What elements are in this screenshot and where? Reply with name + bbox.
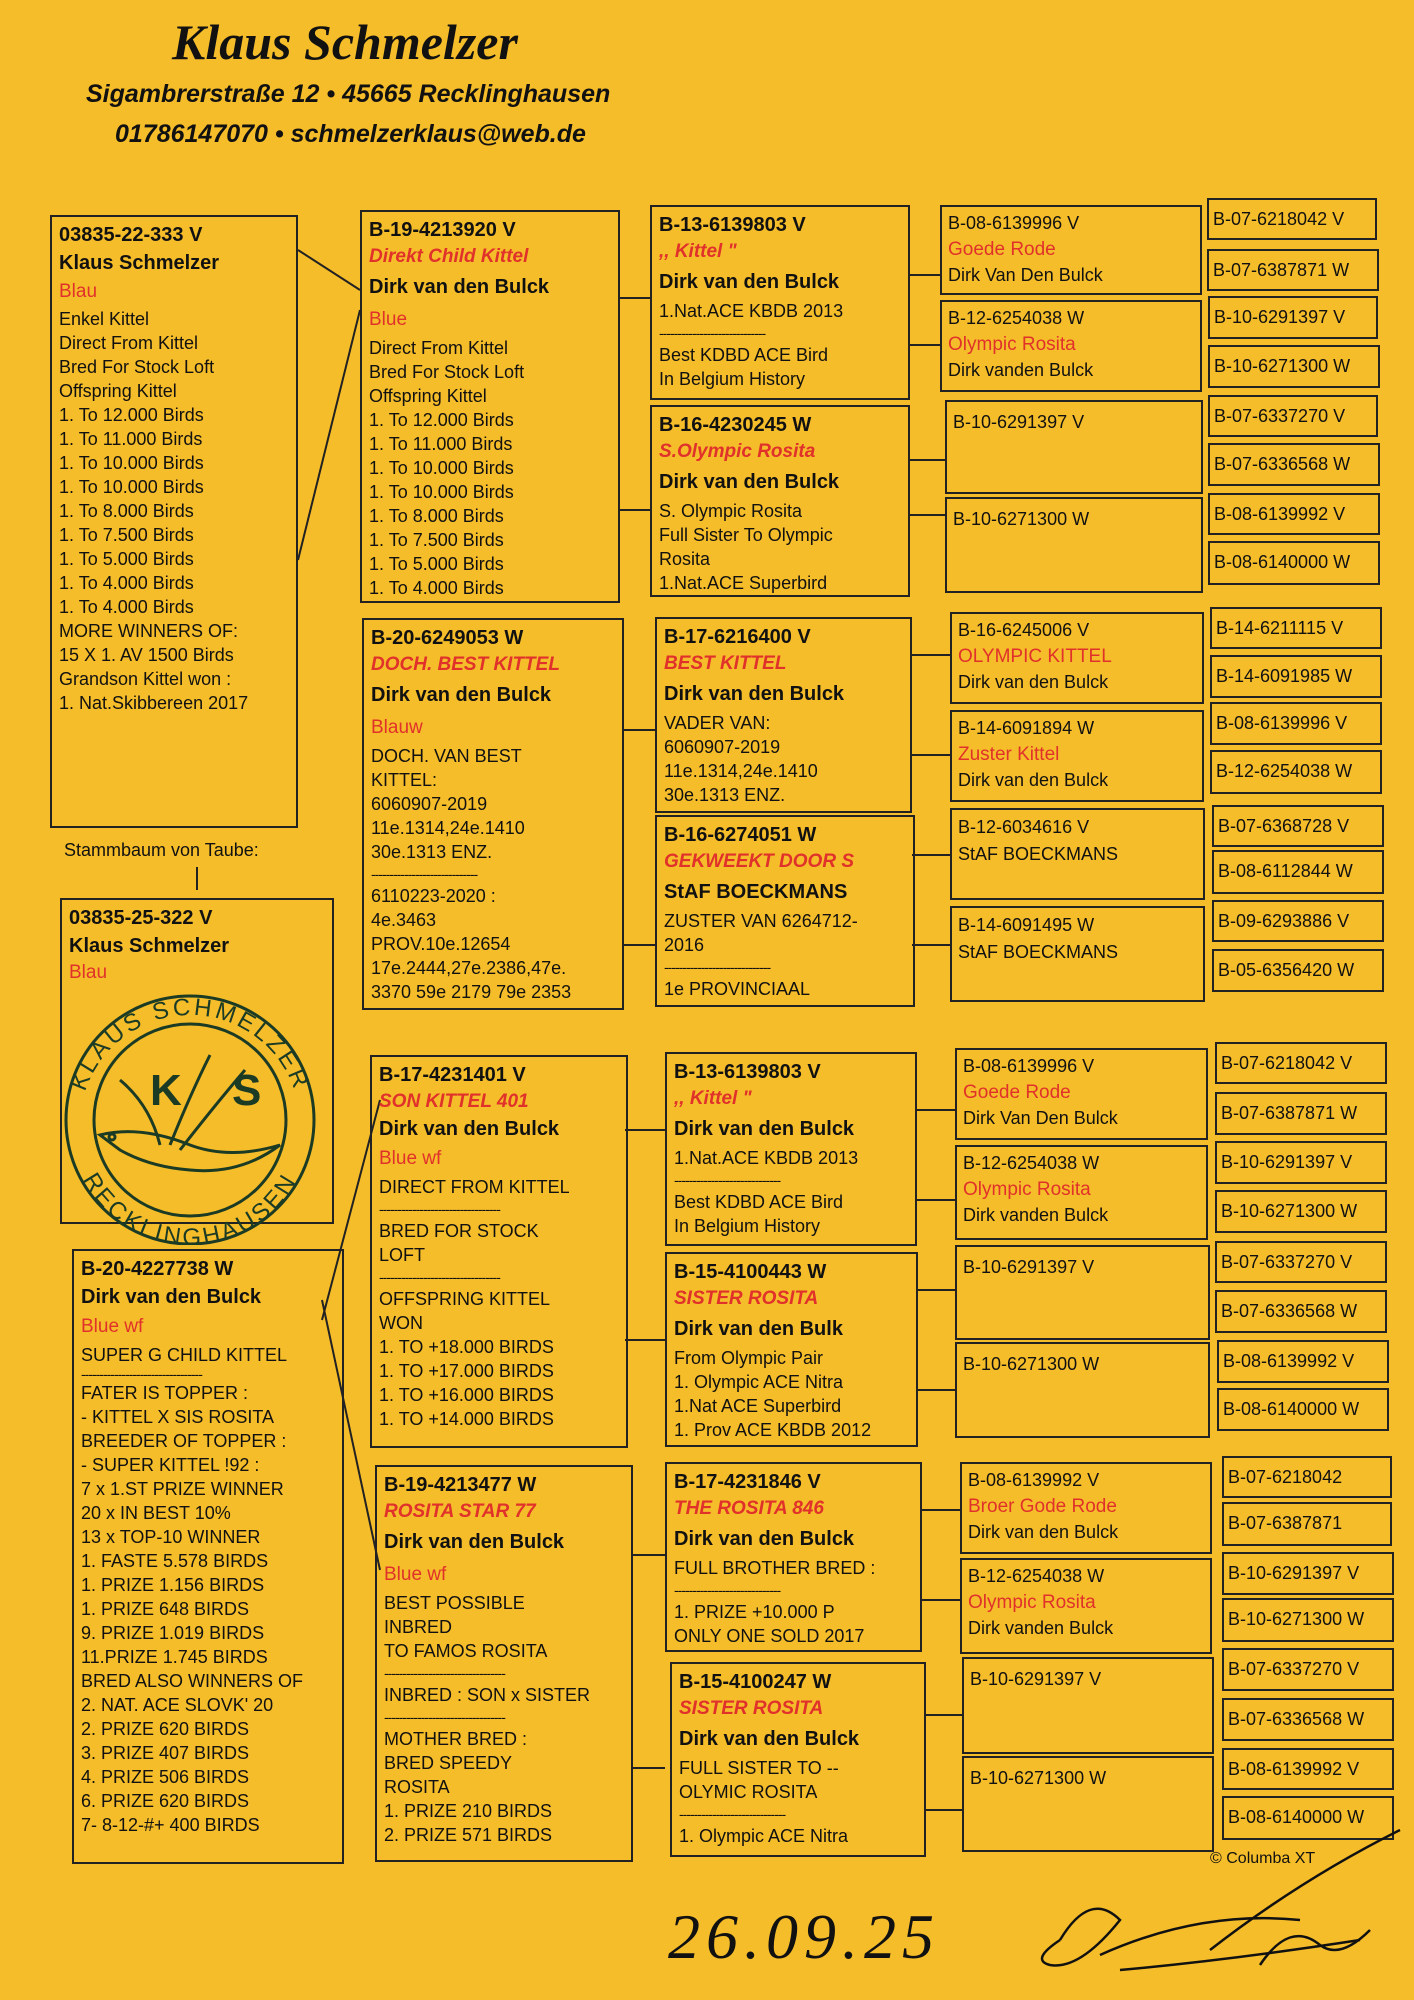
gen3-card-6	[665, 1252, 918, 1447]
note-line: 1. To 4.000 Birds	[59, 597, 194, 617]
note-line: Best KDBD ACE Bird	[674, 1192, 844, 1212]
ring-number: B-12-6254038 W	[968, 1566, 1105, 1586]
note-line: 1. To 4.000 Birds	[59, 573, 194, 593]
note-line: INBRED : SON x SISTER	[384, 1685, 591, 1705]
gen5-ring: B-10-6271300 W	[1215, 1190, 1387, 1233]
stamp-letter-s: S	[232, 1066, 262, 1115]
note-line: 1. To 8.000 Birds	[59, 501, 194, 521]
note-line: Best KDBD ACE Bird	[659, 345, 829, 365]
note-line: FATER IS TOPPER :	[81, 1383, 249, 1403]
note-line: ONLY ONE SOLD 2017	[674, 1626, 865, 1646]
note-line: Bred For Stock Loft	[369, 362, 525, 382]
ring-number: B-14-6091894 W	[958, 718, 1095, 738]
gen4-card-13	[960, 1462, 1212, 1554]
note-line: 1.Nat.ACE Superbird	[659, 573, 828, 593]
note-line: In Belgium History	[659, 369, 806, 389]
note-line: 1. PRIZE 1.156 BIRDS	[81, 1575, 265, 1595]
color: Blauw	[371, 717, 423, 738]
gen4-card-2	[940, 300, 1202, 392]
note-line: 3370 59e 2179 79e 2353	[371, 982, 572, 1002]
note-line: LOFT	[379, 1245, 426, 1265]
note-line: 13 x TOP-10 WINNER	[81, 1527, 261, 1547]
gen5-ring: B-10-6291397 V	[1208, 296, 1378, 339]
owner: Dirk Van Den Bulck	[948, 265, 1103, 285]
gen5-ring: B-08-6140000 W	[1222, 1796, 1394, 1840]
note-line: From Olympic Pair	[674, 1348, 824, 1368]
note-line: KITTEL:	[371, 770, 438, 790]
bird-name: SON KITTEL 401	[379, 1091, 529, 1112]
color: Blue wf	[384, 1564, 447, 1585]
note-line: 2016	[664, 935, 705, 955]
note-line: BRED FOR STOCK	[379, 1221, 539, 1241]
note-line: BREEDER OF TOPPER :	[81, 1431, 287, 1451]
stamp-bottom-text: RECKLINGHAUSEN	[77, 1168, 303, 1245]
breeder-stamp	[40, 985, 340, 1245]
owner: StAF BOECKMANS	[958, 942, 1119, 962]
gen5-ring: B-08-6139992 V	[1222, 1748, 1394, 1790]
ring-number: 03835-25-322 V	[69, 907, 213, 929]
owner: Dirk van den Bulck	[664, 683, 845, 705]
note-line: 1. Olympic ACE Nitra	[679, 1826, 849, 1846]
bird-name: OLYMPIC KITTEL	[958, 646, 1112, 667]
note-line: BRED SPEEDY	[384, 1753, 513, 1773]
color: Blue	[369, 309, 408, 330]
ring-number: B-10-6271300 W	[970, 1768, 1107, 1788]
owner: Dirk van den Bulck	[679, 1728, 860, 1750]
ring-number: B-12-6034616 V	[958, 817, 1090, 837]
gen5-ring: B-08-6139992 V	[1217, 1340, 1389, 1383]
gen5-ring: B-07-6387871	[1222, 1502, 1392, 1546]
note-line: 1.Nat ACE Superbird	[674, 1396, 842, 1416]
note-line: ROSITA	[384, 1777, 450, 1797]
color: Blue wf	[81, 1316, 144, 1337]
note-line: MORE WINNERS OF:	[59, 621, 238, 641]
bird-name: GEKWEEKT DOOR S	[664, 851, 855, 872]
separator: -----------------------------	[371, 866, 478, 882]
bird-name: BEST KITTEL	[664, 653, 787, 674]
gen5-ring: B-14-6091985 W	[1210, 655, 1382, 698]
ring-number: B-08-6139996 V	[948, 213, 1080, 233]
ring-number: B-10-6291397 V	[963, 1257, 1095, 1277]
owner: Klaus Schmelzer	[59, 252, 220, 274]
gen5-ring: B-10-6291397 V	[1215, 1141, 1387, 1184]
note-line: Rosita	[659, 549, 711, 569]
gen5-ring: B-07-6336568 W	[1215, 1290, 1387, 1333]
note-line: Enkel Kittel	[59, 309, 150, 329]
gen4-card-7	[950, 808, 1205, 900]
gen5-ring: B-08-6140000 W	[1208, 541, 1380, 585]
gen4-card-3	[945, 400, 1203, 494]
note-line: 1. Olympic ACE Nitra	[674, 1372, 844, 1392]
note-line: - SUPER KITTEL !92 :	[81, 1455, 260, 1475]
gen5-ring: B-07-6218042	[1222, 1456, 1392, 1498]
note-line: 1. To 10.000 Birds	[369, 482, 514, 502]
note-line: 1. To 8.000 Birds	[369, 506, 504, 526]
note-line: 11.PRIZE 1.745 BIRDS	[81, 1647, 268, 1667]
note-line: 20 x IN BEST 10%	[81, 1503, 231, 1523]
owner: Dirk van den Bulck	[659, 271, 840, 293]
gen4-card-4	[945, 497, 1203, 593]
note-line: 1. To 12.000 Birds	[369, 410, 514, 430]
color: Blau	[59, 281, 98, 302]
owner: Dirk van den Bulck	[384, 1531, 565, 1553]
ring-number: B-13-6139803 V	[659, 214, 806, 236]
gen4-card-10	[955, 1145, 1208, 1240]
note-line: MOTHER BRED :	[384, 1729, 528, 1749]
gen5-ring: B-10-6291397 V	[1222, 1552, 1394, 1595]
separator: ---------------------------------	[384, 1665, 505, 1681]
gen5-ring: B-14-6211115 V	[1210, 607, 1382, 649]
note-line: OFFSPRING KITTEL	[379, 1289, 551, 1309]
ring-number: B-15-4100247 W	[679, 1671, 832, 1693]
gen5-ring: B-12-6254038 W	[1210, 750, 1382, 794]
bird-name: Goede Rode	[948, 239, 1056, 260]
note-line: 7 x 1.ST PRIZE WINNER	[81, 1479, 284, 1499]
gen5-ring: B-07-6387871 W	[1207, 249, 1379, 291]
note-line: Bred For Stock Loft	[59, 357, 215, 377]
ring-number: B-19-4213920 V	[369, 219, 516, 241]
gen5-ring: B-07-6368728 V	[1212, 805, 1384, 847]
note-line: 1. To 7.500 Birds	[369, 530, 504, 550]
copyright: © Columba XT	[1210, 1850, 1316, 1867]
note-line: 2. PRIZE 620 BIRDS	[81, 1719, 250, 1739]
note-line: 1. To 10.000 Birds	[59, 477, 204, 497]
owner: Dirk van den Bulck	[674, 1118, 855, 1140]
note-line: 1. To 10.000 Birds	[59, 453, 204, 473]
handwritten-date: 26.09.25	[668, 1901, 940, 1972]
ring-number: B-16-4230245 W	[659, 414, 812, 436]
note-line: 1. To 7.500 Birds	[59, 525, 194, 545]
gen5-ring: B-07-6218042 V	[1207, 198, 1377, 240]
gen2-card-1	[360, 210, 620, 603]
bird-name: Direkt Child Kittel	[369, 246, 529, 267]
note-line: ZUSTER VAN 6264712-	[664, 911, 858, 931]
bird-name: SISTER ROSITA	[679, 1698, 824, 1719]
ring-number: B-08-6139996 V	[963, 1056, 1095, 1076]
owner: Dirk van den Bulck	[81, 1286, 262, 1308]
gen5-ring: B-07-6337270 V	[1208, 395, 1378, 437]
gen5-ring: B-07-6337270 V	[1215, 1241, 1387, 1283]
owner: Dirk van den Bulck	[958, 672, 1109, 692]
gen5-ring: B-10-6271300 W	[1222, 1598, 1394, 1642]
gen5-ring: B-09-6293886 V	[1212, 900, 1384, 942]
bird-name: Broer Gode Rode	[968, 1496, 1117, 1517]
note-line: Direct From Kittel	[59, 333, 199, 353]
note-line: SUPER G CHILD KITTEL	[81, 1345, 288, 1365]
gen5-ring: B-08-6139992 V	[1208, 493, 1380, 535]
owner: Dirk van den Bulck	[674, 1528, 855, 1550]
note-line: DOCH. VAN BEST	[371, 746, 522, 766]
ring-number: 03835-22-333 V	[59, 224, 203, 246]
note-line: 1. Nat.Skibbereen 2017	[59, 693, 249, 713]
ring-number: B-20-4227738 W	[81, 1258, 234, 1280]
gen2-card-4	[375, 1465, 633, 1862]
note-line: S. Olympic Rosita	[659, 501, 803, 521]
breeder-address: Sigambrerstraße 12 • 45665 Recklinghausen	[86, 80, 611, 108]
separator: ---------------------------------	[384, 1709, 505, 1725]
ring-number: B-10-6271300 W	[963, 1354, 1100, 1374]
gen5-ring: B-07-6218042 V	[1215, 1042, 1387, 1084]
note-line: OLYMIC ROSITA	[679, 1782, 818, 1802]
gen3-card-3	[655, 617, 912, 813]
note-line: 6060907-2019	[371, 794, 488, 814]
dam-card	[72, 1249, 344, 1864]
gen3-card-2	[650, 405, 910, 597]
owner: StAF BOECKMANS	[958, 844, 1119, 864]
note-line: Offspring Kittel	[369, 386, 487, 406]
separator: ---------------------------------	[379, 1201, 500, 1217]
breeder-name: Klaus Schmelzer	[172, 14, 518, 70]
gen2-card-2	[362, 618, 624, 1010]
note-line: Full Sister To Olympic	[659, 525, 833, 545]
note-line: 1. TO +17.000 BIRDS	[379, 1361, 554, 1381]
note-line: 1. To 10.000 Birds	[369, 458, 514, 478]
note-line: BEST POSSIBLE	[384, 1593, 525, 1613]
note-line: 1. TO +18.000 BIRDS	[379, 1337, 554, 1357]
ring-number: B-13-6139803 V	[674, 1061, 821, 1083]
note-line: 1.Nat.ACE KBDB 2013	[659, 301, 844, 321]
gen5-ring: B-08-6140000 W	[1217, 1388, 1389, 1431]
ring-number: B-16-6274051 W	[664, 824, 817, 846]
note-line: In Belgium History	[674, 1216, 821, 1236]
owner: Dirk vanden Bulck	[963, 1205, 1109, 1225]
note-line: 1. To 5.000 Birds	[59, 549, 194, 569]
ring-number: B-10-6271300 W	[953, 509, 1090, 529]
note-line: 30e.1313 ENZ.	[664, 785, 786, 805]
ring-number: B-12-6254038 W	[963, 1153, 1100, 1173]
gen5-ring: B-08-6112844 W	[1212, 850, 1384, 894]
owner: Dirk van den Bulck	[369, 276, 550, 298]
note-line: 17e.2444,27e.2386,47e.	[371, 958, 567, 978]
note-line: VADER VAN:	[664, 713, 771, 733]
bird-name: DOCH. BEST KITTEL	[371, 654, 560, 675]
separator: -----------------------------	[679, 1806, 786, 1822]
ring-number: B-17-4231846 V	[674, 1471, 821, 1493]
note-line: 1. To 5.000 Birds	[369, 554, 504, 574]
gen4-card-8	[950, 906, 1205, 1002]
ring-number: B-08-6139992 V	[968, 1470, 1100, 1490]
bird-name: Goede Rode	[963, 1082, 1071, 1103]
separator: -----------------------------	[659, 325, 766, 341]
note-line: Offspring Kittel	[59, 381, 177, 401]
gen3-card-4	[655, 815, 915, 1007]
gen4-card-14	[960, 1558, 1212, 1654]
gen5-ring: B-10-6271300 W	[1208, 345, 1380, 388]
note-line: 3. PRIZE 407 BIRDS	[81, 1743, 250, 1763]
note-line: 1. PRIZE +10.000 P	[674, 1602, 835, 1622]
owner: Dirk Van Den Bulck	[963, 1108, 1118, 1128]
note-line: 1. To 4.000 Birds	[369, 578, 504, 598]
gen4-card-1	[940, 205, 1202, 295]
note-line: 30e.1313 ENZ.	[371, 842, 493, 862]
note-line: 6110223-2020 :	[371, 886, 496, 906]
note-line: 4e.3463	[371, 910, 437, 930]
note-line: FULL BROTHER BRED :	[674, 1558, 876, 1578]
bird-name: THE ROSITA 846	[674, 1498, 824, 1519]
separator: -----------------------------	[674, 1582, 781, 1598]
ring-number: B-10-6291397 V	[970, 1669, 1102, 1689]
ring-number: B-10-6291397 V	[953, 412, 1085, 432]
note-line: BRED ALSO WINNERS OF	[81, 1671, 304, 1691]
owner: Dirk van den Bulck	[968, 1522, 1119, 1542]
note-line: PROV.10e.12654	[371, 934, 511, 954]
bird-name: Olympic Rosita	[968, 1592, 1096, 1613]
note-line: 1. To 11.000 Birds	[369, 434, 513, 454]
note-line: 7- 8-12-#+ 400 BIRDS	[81, 1815, 260, 1835]
gen4-card-11	[955, 1245, 1210, 1340]
note-line: 2. NAT. ACE SLOVK' 20	[81, 1695, 274, 1715]
owner: Dirk van den Bulck	[379, 1118, 560, 1140]
subject-bird-card	[50, 215, 298, 828]
note-line: 1. To 12.000 Birds	[59, 405, 204, 425]
ring-number: B-15-4100443 W	[674, 1261, 827, 1283]
note-line: 1. TO +16.000 BIRDS	[379, 1385, 554, 1405]
note-line: Direct From Kittel	[369, 338, 509, 358]
separator: ---------------------------------	[81, 1367, 202, 1381]
bird-name: ,, Kittel "	[674, 1088, 752, 1109]
svg-text:RECKLINGHAUSEN	[77, 1168, 302, 1245]
owner: Klaus Schmelzer	[69, 935, 230, 957]
bird-name: Zuster Kittel	[958, 744, 1060, 765]
ring-number: B-19-4213477 W	[384, 1474, 537, 1496]
note-line: 6060907-2019	[664, 737, 781, 757]
gen5-ring: B-07-6387871 W	[1215, 1092, 1387, 1135]
ring-number: B-12-6254038 W	[948, 308, 1085, 328]
separator: ---------------------------------	[379, 1269, 500, 1285]
note-line: 1. TO +14.000 BIRDS	[379, 1409, 554, 1429]
note-line: 4. PRIZE 506 BIRDS	[81, 1767, 250, 1787]
stamp-top-text: KLAUS SCHMELZER	[65, 993, 315, 1095]
gen5-ring: B-08-6139996 V	[1210, 702, 1382, 745]
note-line: FULL SISTER TO --	[679, 1758, 839, 1778]
owner: Dirk vanden Bulck	[968, 1618, 1114, 1638]
note-line: 9. PRIZE 1.019 BIRDS	[81, 1623, 265, 1643]
gen4-card-6	[950, 710, 1204, 802]
note-line: 2. PRIZE 571 BIRDS	[384, 1825, 553, 1845]
separator: -----------------------------	[664, 959, 771, 975]
breeder-contact: 01786147070 • schmelzerklaus@web.de	[115, 120, 586, 148]
gen3-card-8	[670, 1662, 926, 1857]
gen4-card-15	[962, 1657, 1214, 1754]
color: Blau	[69, 962, 108, 983]
gen5-ring: B-07-6337270 V	[1222, 1648, 1394, 1691]
owner: Dirk van den Bulck	[371, 684, 552, 706]
gen5-ring: B-05-6356420 W	[1212, 949, 1384, 992]
gen3-card-7	[665, 1462, 922, 1652]
owner: Dirk van den Bulk	[674, 1318, 843, 1340]
gen4-card-12	[955, 1342, 1210, 1438]
note-line: 6. PRIZE 620 BIRDS	[81, 1791, 250, 1811]
gen3-card-1	[650, 205, 910, 400]
bird-name: ,, Kittel "	[659, 241, 737, 262]
owner: Dirk van den Bulck	[659, 471, 840, 493]
ring-number: B-17-4231401 V	[379, 1064, 526, 1086]
gen2-card-3	[370, 1055, 628, 1448]
note-line: DIRECT FROM KITTEL	[379, 1177, 570, 1197]
note-line: 11e.1314,24e.1410	[371, 818, 525, 838]
bird-name: Olympic Rosita	[948, 334, 1076, 355]
separator: -----------------------------	[674, 1172, 781, 1188]
gen4-card-5	[950, 612, 1204, 704]
note-line: 1e PROVINCIAAL	[664, 979, 811, 999]
note-line: 1. FASTE 5.578 BIRDS	[81, 1551, 269, 1571]
owner: Dirk van den Bulck	[958, 770, 1109, 790]
note-line: - KITTEL X SIS ROSITA	[81, 1407, 275, 1427]
owner: StAF BOECKMANS	[664, 881, 848, 903]
stammbaum-label: Stammbaum von Taube:	[64, 840, 259, 860]
note-line: 11e.1314,24e.1410	[664, 761, 818, 781]
ring-number: B-16-6245006 V	[958, 620, 1090, 640]
note-line: TO FAMOS ROSITA	[384, 1641, 548, 1661]
note-line: 1. PRIZE 648 BIRDS	[81, 1599, 250, 1619]
ring-number: B-14-6091495 W	[958, 915, 1095, 935]
note-line: Grandson Kittel won :	[59, 669, 232, 689]
note-line: 1. To 11.000 Birds	[59, 429, 203, 449]
note-line: 1. Prov ACE KBDB 2012	[674, 1420, 872, 1440]
gen5-ring: B-07-6336568 W	[1222, 1698, 1394, 1741]
bird-name: Olympic Rosita	[963, 1179, 1091, 1200]
stamp-letter-k: K	[150, 1066, 182, 1115]
note-line: 1. PRIZE 210 BIRDS	[384, 1801, 553, 1821]
bird-name: ROSITA STAR 77	[384, 1501, 536, 1522]
color: Blue wf	[379, 1148, 442, 1169]
note-line: INBRED	[384, 1617, 453, 1637]
note-line: 15 X 1. AV 1500 Birds	[59, 645, 234, 665]
note-line: 1.Nat.ACE KBDB 2013	[674, 1148, 859, 1168]
ring-number: B-17-6216400 V	[664, 626, 811, 648]
gen4-card-9	[955, 1048, 1208, 1140]
note-line: WON	[379, 1313, 423, 1333]
gen5-ring: B-07-6336568 W	[1208, 443, 1380, 486]
gen3-card-5	[665, 1052, 917, 1246]
bird-name: SISTER ROSITA	[674, 1288, 819, 1309]
handwritten-signature	[1000, 1820, 1414, 2000]
ring-number: B-20-6249053 W	[371, 627, 524, 649]
bird-name: S.Olympic Rosita	[659, 441, 816, 462]
owner: Dirk vanden Bulck	[948, 360, 1094, 380]
